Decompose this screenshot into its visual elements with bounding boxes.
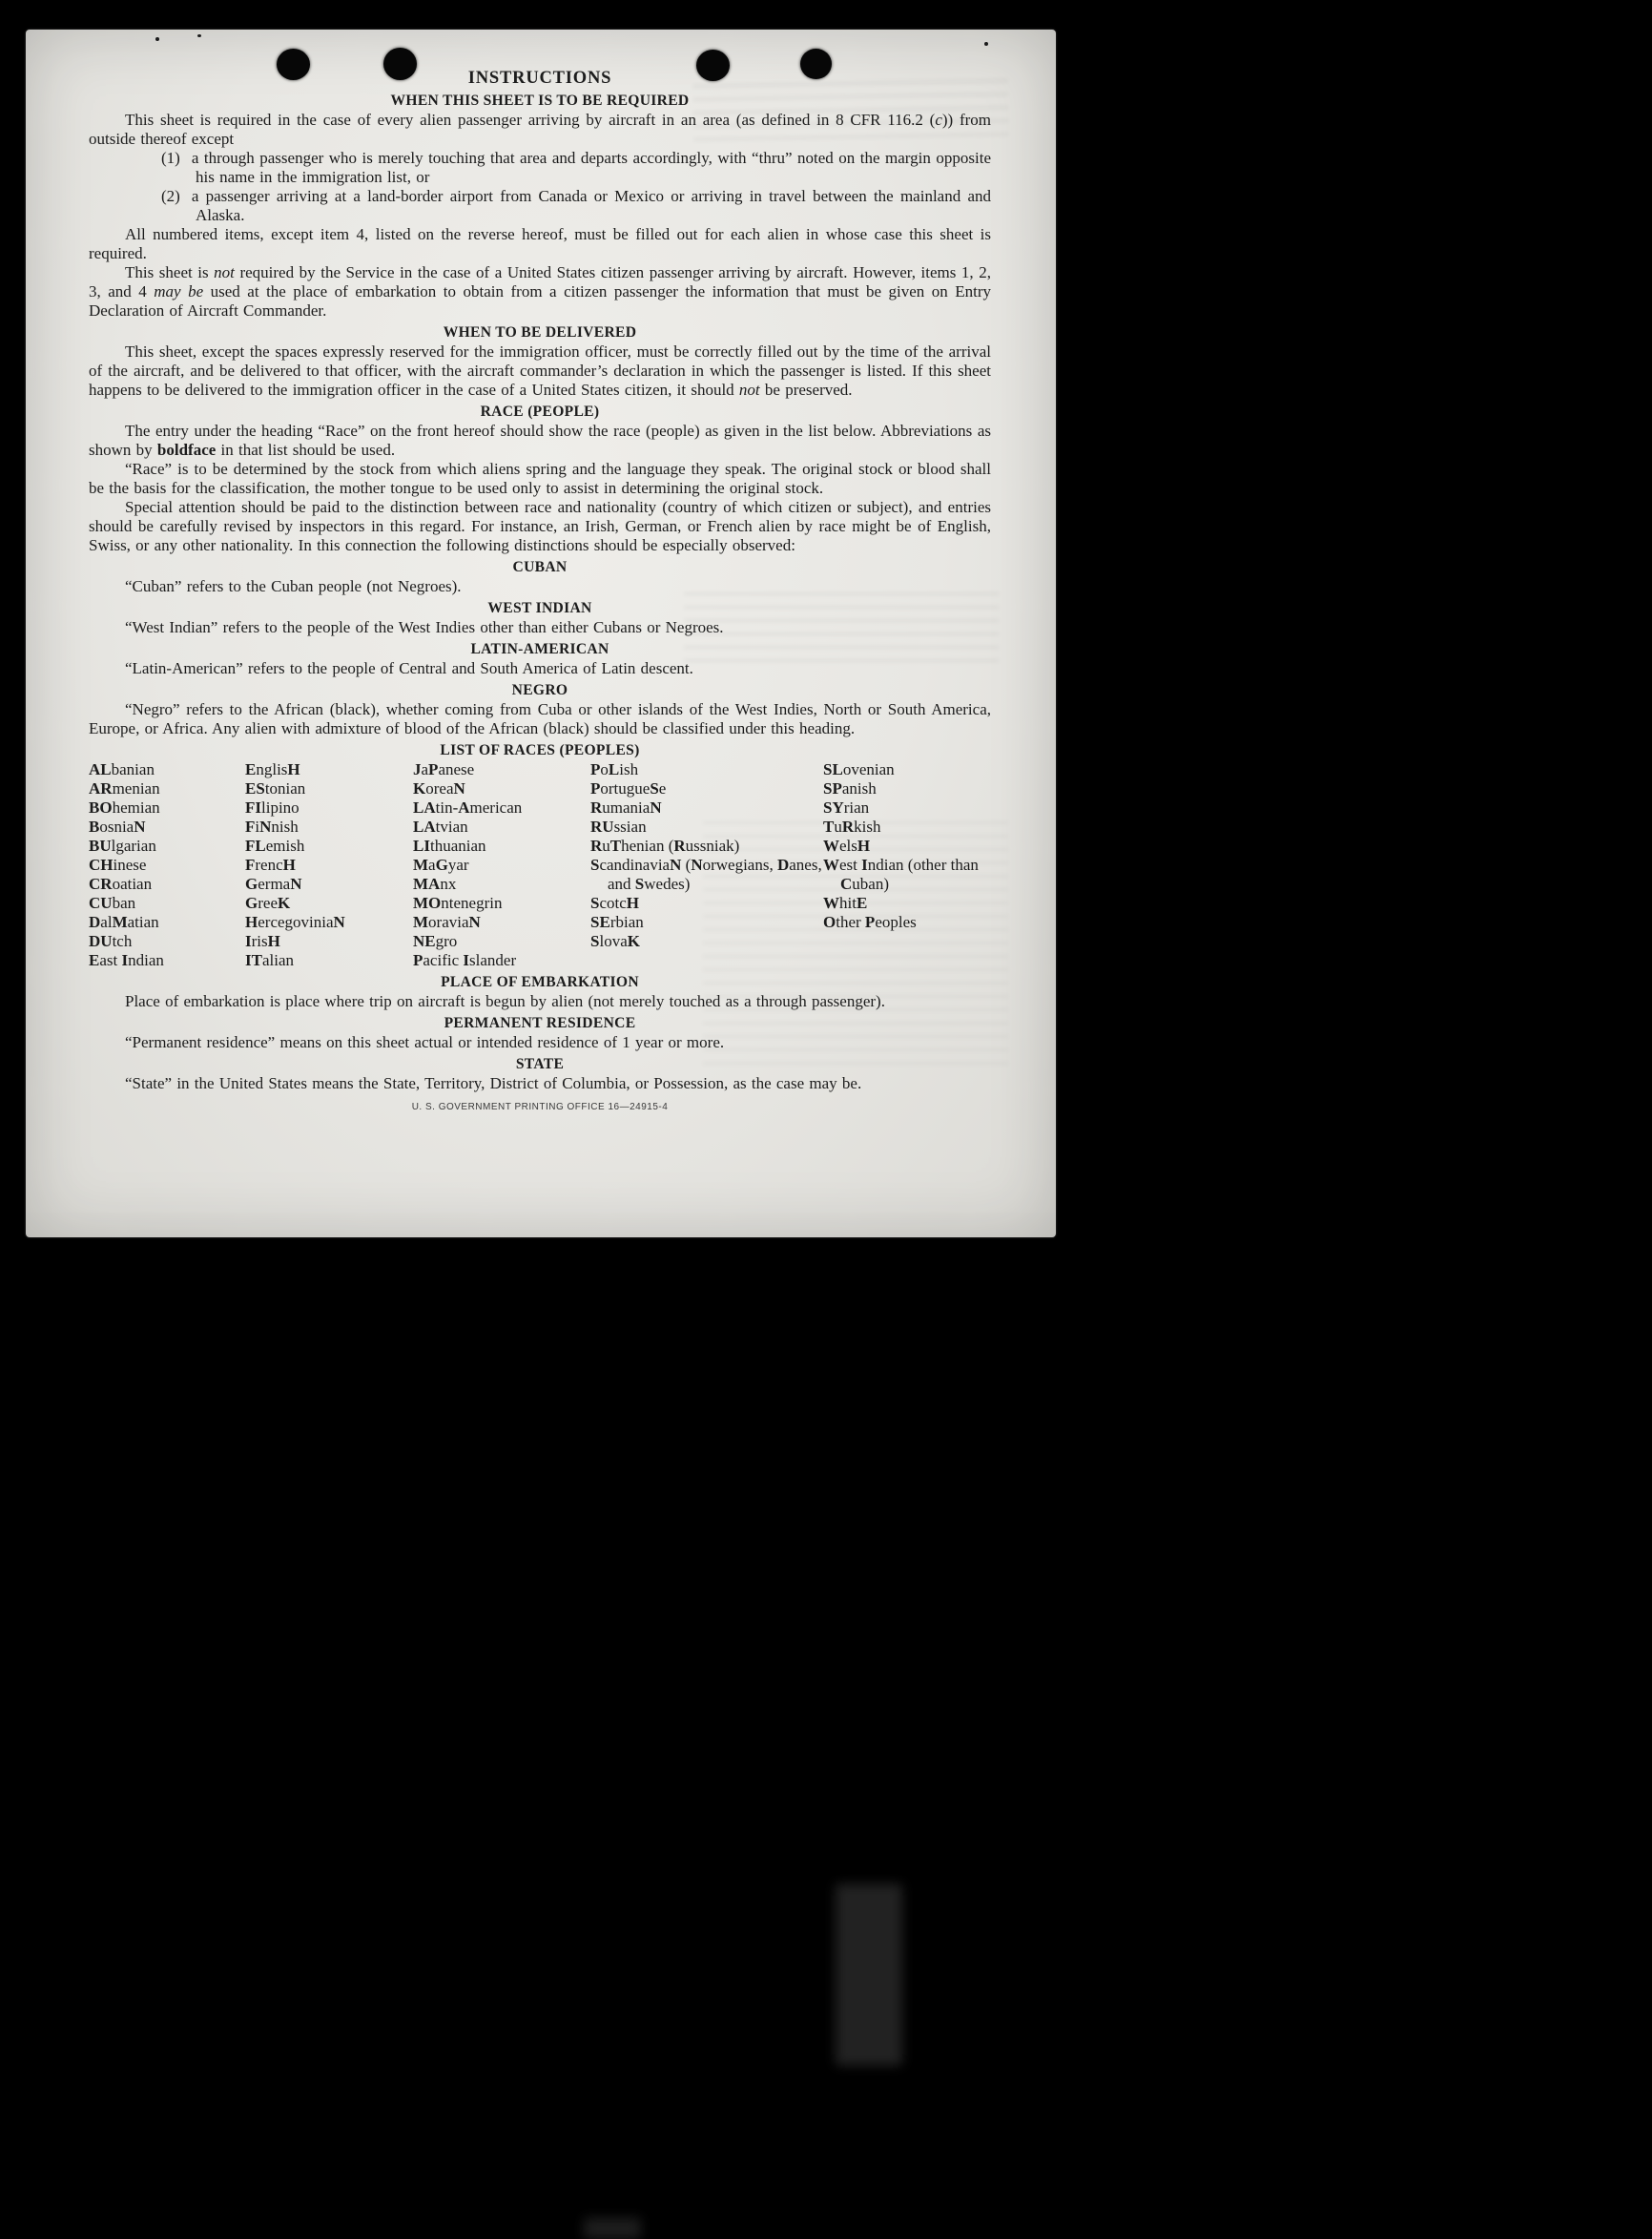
- race-item: LIthuanian: [413, 837, 486, 855]
- race-list: [89, 760, 991, 970]
- race-column-2: [245, 760, 413, 970]
- document-content: [89, 68, 991, 1112]
- race-item: HercegoviniaN: [245, 913, 345, 931]
- paragraph-race-nationality: Special attention should be paid to the distinction between race and nationality (country of which citizen or subject), and entries should be carefully revised by inspectors in this regard. For instance, an Irish, German, or French alien by race might be of English, Swiss, or any other nationality. In this connection the following distinctions should be especially observed:: [89, 498, 991, 554]
- italic-run: not: [214, 263, 235, 281]
- race-item: ITalian: [245, 951, 295, 969]
- paragraph-not-required: [89, 263, 991, 321]
- text-run: used at the place of embarkation to obtain from a citizen passenger the information that must be given on Entry Declaration of Aircraft Commander.: [89, 282, 992, 320]
- race-item: RuThenian (Russniak): [590, 837, 740, 855]
- printing-office-note: U. S. GOVERNMENT PRINTING OFFICE 16—24915-4: [411, 1102, 669, 1112]
- paragraph-west-indian: “West Indian” refers to the people of the West Indies other than either Cubans or Negroes.: [125, 618, 724, 636]
- race-item: West Indian (other than Cuban): [823, 856, 979, 893]
- race-item: GermaN: [245, 875, 302, 893]
- race-item: FiNnish: [245, 818, 299, 836]
- exception-item-1: [89, 149, 991, 187]
- race-item: East Indian: [89, 951, 164, 969]
- section-heading-west-indian: WEST INDIAN: [487, 600, 592, 616]
- text-run: a passenger arriving at a land-border airport from Canada or Mexico or arriving in travel between the mainland and Alaska.: [191, 187, 991, 224]
- race-item: NEgro: [413, 932, 458, 950]
- text-run: )) from outside thereof except: [89, 111, 991, 148]
- race-item: BOhemian: [89, 798, 160, 817]
- text-run: required by the Service in the case of a United States citizen passenger arriving by aircraft. However, items 1, 2, 3, and 4: [89, 263, 991, 301]
- race-item: FrencH: [245, 856, 296, 874]
- race-item: MOntenegrin: [413, 894, 503, 912]
- item-marker: (1): [161, 149, 180, 167]
- item-marker: (2): [161, 187, 180, 205]
- paragraph-cuban: “Cuban” refers to the Cuban people (not Negroes).: [125, 577, 462, 595]
- section-heading-race-list: LIST OF RACES (PEOPLES): [440, 742, 640, 758]
- race-item: RumaniaN: [590, 798, 662, 817]
- text-run: This sheet is required in the case of every alien passenger arriving by aircraft in an area (as defined in 8 CFR 116.2 (: [125, 111, 936, 129]
- scan-smudge: [584, 2218, 641, 2239]
- section-heading-when-delivered: WHEN TO BE DELIVERED: [443, 324, 637, 341]
- race-item: CUban: [89, 894, 136, 912]
- race-item: MoraviaN: [413, 913, 481, 931]
- race-item: RUssian: [590, 818, 647, 836]
- race-item: ScandinaviaN (Norwegians, Danes, and Swedes): [590, 856, 822, 893]
- document-sheet: [26, 30, 1056, 1237]
- race-column-3: [413, 760, 590, 970]
- text-run: This sheet, except the spaces expressly reserved for the immigration officer, must be correctly filled out by the time of the arrival of the aircraft, and be delivered to that officer, with the aircraft commander’s declaration in which the passenger is listed. If this sheet happens to be delivered to the immigration officer in the case of a United States citizen, it should: [89, 342, 991, 399]
- race-item: WelsH: [823, 837, 871, 855]
- race-item: LAtin-American: [413, 798, 523, 817]
- race-item: PoLish: [590, 760, 639, 778]
- race-item: SPanish: [823, 779, 877, 798]
- text-run: be preserved.: [759, 381, 853, 399]
- section-heading-residence: PERMANENT RESIDENCE: [444, 1015, 636, 1031]
- race-item: MaGyar: [413, 856, 469, 874]
- scan-smudge: [836, 1884, 902, 2065]
- paragraph-race-entry: [89, 422, 991, 460]
- race-item: ScotcH: [590, 894, 640, 912]
- paragraph-latin-american: “Latin-American” refers to the people of Central and South America of Latin descent.: [125, 659, 693, 677]
- section-heading-when-required: WHEN THIS SHEET IS TO BE REQUIRED: [390, 93, 690, 109]
- italic-run: not: [738, 381, 760, 399]
- race-item: MAnx: [413, 875, 457, 893]
- race-item: DalMatian: [89, 913, 159, 931]
- race-item: EStonian: [245, 779, 306, 798]
- race-item: LAtvian: [413, 818, 468, 836]
- race-item: DUtch: [89, 932, 133, 950]
- race-item: CHinese: [89, 856, 147, 874]
- italic-run: may be: [154, 282, 204, 301]
- race-item: CRoatian: [89, 875, 153, 893]
- race-item: BUlgarian: [89, 837, 156, 855]
- section-heading-race: RACE (PEOPLE): [480, 404, 600, 420]
- paragraph-delivered: [89, 342, 991, 400]
- race-item: FLemish: [245, 837, 305, 855]
- paragraph-negro: “Negro” refers to the African (black), whether coming from Cuba or other islands of the West Indies, North or South America, Europe, or Africa. Any alien with admixture of blood of the African (black) should be classified under this heading.: [89, 700, 991, 737]
- race-item: WhitE: [823, 894, 868, 912]
- race-item: PortugueSe: [590, 779, 667, 798]
- race-item: BosniaN: [89, 818, 146, 836]
- race-column-4: [590, 760, 823, 970]
- bold-run: boldface: [156, 441, 217, 459]
- race-item: IrisH: [245, 932, 280, 950]
- race-item: FIlipino: [245, 798, 299, 817]
- paragraph-embarkation: Place of embarkation is place where trip on aircraft is begun by alien (not merely touched as a through passenger).: [125, 992, 885, 1010]
- text-run: a through passenger who is merely touching that area and departs accordingly, with “thru” noted on the margin opposite his name in the immigration list, or: [191, 149, 991, 186]
- race-item: Pacific Islander: [413, 951, 517, 969]
- race-item: TuRkish: [823, 818, 881, 836]
- paragraph-required-intro: [89, 111, 991, 149]
- race-item: ALbanian: [89, 760, 155, 778]
- race-item: GreeK: [245, 894, 291, 912]
- race-item: Other Peoples: [823, 913, 917, 931]
- italic-run: c: [935, 111, 942, 129]
- race-item: SLovenian: [823, 760, 895, 778]
- race-item: EnglisH: [245, 760, 300, 778]
- race-item: SErbian: [590, 913, 644, 931]
- text-run: This sheet is: [125, 263, 215, 281]
- race-item: SlovaK: [590, 932, 640, 950]
- scan-speck: [984, 42, 988, 46]
- document-title: INSTRUCTIONS: [467, 69, 612, 88]
- paragraph-race-stock: “Race” is to be determined by the stock from which aliens spring and the language they speak. The original stock or blood shall be the basis for the classification, the mother tongue to be used only to assist in determining the original stock.: [89, 460, 991, 497]
- race-column-1: [89, 760, 245, 970]
- race-item: SYrian: [823, 798, 870, 817]
- section-heading-cuban: CUBAN: [512, 559, 568, 575]
- section-heading-latin-american: LATIN-AMERICAN: [470, 641, 609, 657]
- race-item: JaPanese: [413, 760, 475, 778]
- paragraph-state: “State” in the United States means the State, Territory, District of Columbia, or Possession, as the case may be.: [125, 1074, 862, 1092]
- section-heading-negro: NEGRO: [511, 682, 568, 698]
- section-heading-embarkation: PLACE OF EMBARKATION: [441, 974, 639, 990]
- scan-speck: [155, 37, 159, 41]
- section-heading-state: STATE: [515, 1056, 565, 1072]
- scan-speck: [197, 34, 201, 37]
- text-run: in that list should be used.: [216, 441, 396, 459]
- race-item: KoreaN: [413, 779, 465, 798]
- exception-item-2: [89, 187, 991, 225]
- paragraph-numbered-items: All numbered items, except item 4, listed on the reverse hereof, must be filled out for each alien in whose case this sheet is required.: [89, 225, 991, 262]
- paragraph-residence: “Permanent residence” means on this sheet actual or intended residence of 1 year or more.: [125, 1033, 725, 1051]
- race-item: ARmenian: [89, 779, 160, 798]
- text-run: The entry under the heading “Race” on the front hereof should show the race (people) as given in the list below. Abbreviations as shown by: [89, 422, 991, 459]
- race-column-5: [823, 760, 991, 970]
